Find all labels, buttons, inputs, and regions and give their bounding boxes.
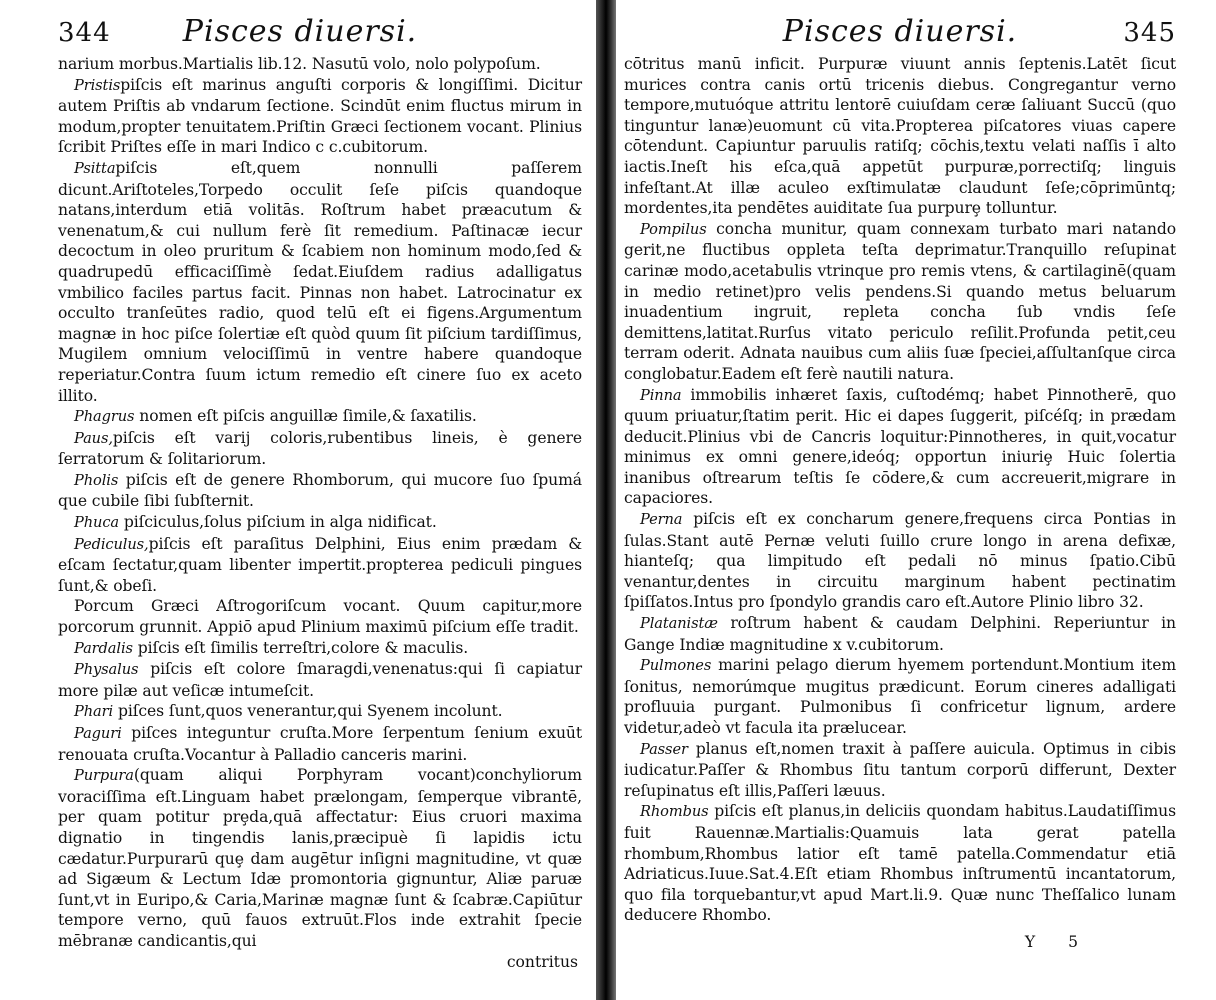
entry-text: piſciculus,ſolus piſcium in alga nidificat. — [123, 513, 437, 532]
entry-pinna — [624, 385, 1176, 510]
entry-pristis — [58, 75, 582, 158]
entry-lemma: Purpura — [74, 767, 134, 785]
page-number: 344 — [58, 18, 111, 48]
entry-physalus — [58, 659, 582, 701]
entry-lemma: Pediculus, — [74, 535, 149, 553]
running-head — [58, 14, 582, 54]
catchword: contritus — [506, 952, 578, 971]
entry-text: piſcis eſt de genere Rhomborum, qui mucore ſuo ſpumá que cubile ſibi ſubſternit. — [58, 470, 582, 511]
entry-rhombus — [624, 801, 1176, 926]
entry-text: narium morbus.Martialis lib.12. Nasutū volo, nolo polypoſum. — [58, 55, 541, 73]
entry-lemma: Physalus — [74, 661, 139, 679]
entry-lemma: Passer — [640, 740, 688, 758]
entry-platanistae — [624, 613, 1176, 655]
signature-mark: Y 5 — [1024, 932, 1092, 951]
entry-text: cōtritus manū inficit. Purpuræ viuunt annis ſeptenis.Latēt ſicut murices contra canis ortū tricenis diebus. Congregantur verno tempore,mutuóque attritu lentorē cuiuſdam ceræ ſaliuant Succū (quo tinguntur lanæ)euomunt cū vita.Propterea piſcatores viuas capere cōtendunt. Capiuntur paruulis ratiſq; cōchis,textu velati naſſis ī alto iactis.Ineſt his eſca,quā appetūt purpuræ,porrectiſq; linguis infeſtant.At illæ aculeo exſtimulatæ claudunt ſeſe;cōprimūntq; mordentes,ita pendētes auiditate ſua purpurȩ tolluntur. — [624, 55, 1176, 218]
entry-pholis — [58, 470, 582, 512]
entry-text: piſcis eſt ſimilis terreſtri,colore & maculis. — [137, 638, 469, 657]
entry-purpura — [58, 765, 582, 951]
running-title: Pisces diuersi. — [182, 14, 418, 49]
entry-pediculus — [58, 534, 582, 597]
entry-lemma: Pardalis — [74, 639, 133, 657]
entry-pardalis — [58, 638, 582, 660]
entry-pompilus — [624, 219, 1176, 385]
entry-text: concha munitur, quam connexam turbato mari natando gerit,ne fluctibus oppleta teſta deprimatur.Tranquillo reſupinat carinæ modo,acetabulis vtrinque pro remis vtens, & cartilaginē(quam in medio retinet)pro velis pendens.Si quando metus beluarum inuadentium ingruit, repleta concha ſub vndis ſeſe demittens,latitat.Rurſus vitato periculo reſilit.Profunda petit,ceu terram oderit. Adnata nauibus cum aliis ſuæ ſpeciei,aſſultanſque circa conglobatur.Eadem eſt ferè nautili natura. — [624, 219, 1176, 383]
entry-lemma: Pulmones — [640, 657, 712, 675]
entry-pulmones — [624, 655, 1176, 738]
entry-phagrus — [58, 406, 582, 428]
entry-text: piſcis eſt colore ſmaragdi,venenatus:qui ſi capiatur more pilæ aut veſicæ intumeſcit. — [58, 660, 583, 700]
entry-lemma: Pompilus — [640, 220, 707, 238]
entry-text: marini pelago dierum hyemem portendunt.Montium item ſonitus, nemorúmque mugitus prædicunt. Eorum cineres adalligati profluuia purgant. Pulmonibus ſi confricetur lignum, ardere videtur,adeò vt facula ita prælucear. — [624, 656, 1177, 737]
entry-text: piſces ſunt,quos venerantur,qui Syenem incolunt. — [117, 702, 503, 721]
entry-lemma: Paguri — [74, 725, 122, 742]
page-number: 345 — [1123, 18, 1176, 48]
entry-text: immobilis inhæret ſaxis, cuſtodémq; habet Pinnotherē, quo quum priuatur,ſtatim perit. Hic ei dapes ſuggerit, piſcéſq; in prædam deducit.Plinius vbi de Cancris loquitur:Pinnotheres, in quit,vocatur minimus ex omni genere,ideóq; opportun iniuriȩ Huic ſolertia inanibus oſtrearum teſtis ſe cōdere,& cum accreuerit,migrare in capaciores. — [624, 385, 1176, 508]
entry-lemma: Perna — [640, 511, 683, 529]
entry-text: roſtrum habent & caudam Delphini. Reperiuntur in Gange Indiæ magnitudine x v.cubitorum. — [624, 614, 1176, 654]
entry-lemma: Platanistæ — [640, 615, 718, 633]
entry-phuca — [58, 512, 582, 534]
entry-lemma: Phagrus — [74, 408, 135, 426]
entry-perna — [624, 509, 1176, 613]
entry-passer — [624, 739, 1176, 802]
entry-lemma: Rhombus — [640, 803, 709, 821]
entry-text: piſcis eſt marinus anguſti corporis & longiſſimi. Dicitur autem Priſtis ab vndarum ſectione. Scindūt enim fluctus mirum in modum,propter tenuitatem.Priſtin Græci ſectionem vocant. Plinius ſcribit Priſtes eſſe in mari Indico c c.cubitorum. — [58, 75, 582, 157]
right-page — [616, 0, 1216, 1000]
text-block — [624, 54, 1176, 953]
entry-lemma: Paus, — [74, 429, 113, 447]
entry-lemma: Pholis — [74, 471, 119, 489]
entry-continuation — [624, 54, 1176, 219]
book-gutter — [596, 0, 616, 1000]
entry-text: Porcum Græci Aſtrogoriſcum vocant. Quum capitur,more porcorum grunnit. Appiō apud Plinium maximū piſcium eſſe tradit. — [58, 597, 582, 637]
entry-text: piſcis eſt planus,in deliciis quondam habitus.Laudatiſſimus fuit Rauennæ.Martialis:Quamuis lata gerat patella rhombum,Rhombus latior eſt tamē patella.Commendatur etiā Adriaticus.Iuue.Sat.4.Eſt etiam Rhombus inſtrumentū incantatorum, quo fila torquebantur,vt apud Mart.li.9. Quæ nunc Theſſalico lunam deducere Rhombo. — [624, 802, 1176, 925]
entry-continuation — [58, 54, 582, 75]
entry-lemma: Phuca — [74, 514, 119, 532]
entry-text: piſcis eſt ex concharum genere,frequens circa Pontias in ſulas.Stant autē Pernæ veluti ſuillo crure longo in arena defixæ, hianteſq; qua limpitudo eſt pedali nō minus ſpatio.Cibū venantur,dentes in circuitu marginum habent pectinatim ſpiſſatos.Intus pro ſpondylo grandis caro eſt.Autore Plinio libro 32. — [624, 510, 1177, 612]
entry-text: piſcis eſt varij coloris,rubentibus lineis, è genere ſerratorum & ſolitariorum. — [58, 428, 582, 469]
entry-lemma: Psitta — [74, 159, 116, 177]
entry-text: piſcis eſt,quem nonnulli paſſerem dicunt.Ariſtoteles,Torpedo occulit ſeſe piſcis quandoque natans,interdum etiā volitās. Roſtrum habet præacutum & venenatum,& cui nullum ferè ſit remedium. Paſtinacæ iecur decoctum in oleo pruritum & ſcabiem non hominum modo,ſed & quadrupedū efficaciſſimè ſedat.Eiuſdem radius adalligatus vmbilico faciles partus facit. Pinnas non habet. Latrocinatur ex occulto tranſeūtes radio, quod telū eſt ei figens.Argumentum magnæ in hoc piſce ſolertiæ eſt quòd quum ſit piſcium tardiſſimus, Mugilem omnium velociſſimū in ventre habere quandoque reperiatur.Contra ſuum ictum remedio eſt cinere ſuo ex aceto illito. — [58, 158, 582, 405]
entry-paguri — [58, 723, 582, 765]
entry-text: piſces integuntur cruſta.More ſerpentum ſenium exuūt renouata cruſta.Vocantur à Palladio canceris marini. — [58, 724, 583, 764]
entry-lemma: Phari — [74, 703, 114, 721]
text-block — [58, 54, 582, 972]
entry-lemma: Pinna — [640, 386, 682, 404]
left-page — [0, 0, 596, 1000]
entry-paus — [58, 428, 582, 470]
entry-text: nomen eſt piſcis anguillæ ſimile,& ſaxatilis. — [139, 407, 477, 426]
entry-psitta — [58, 158, 582, 406]
entry-phari — [58, 701, 582, 723]
entry-lemma: Pristis — [74, 76, 121, 94]
running-head — [624, 14, 1176, 54]
entry-text: (quam aliqui Porphyram vocant)conchyliorum voraciſſima eſt.Linguam habet prælongam, ſemperque vibrantē, per quam potitur prȩda,quā affectatur: Eius cruori maxima dignatio in tingendis lanis,præcipuè ſi lapidis ictu cædatur.Purpurarū quȩ dam augētur inſigni magnitudine, vt quæ ad Sigæum & Lectum Idæ promontoria gignuntur, Aliæ paruæ ſunt,vt in Euripo,& Caria,Marinæ magnæ ſunt & ſcabræ.Capiūtur tempore verno, quū fauos extruūt.Flos inde extrahit ſpecie mēbranæ candicantis,qui — [58, 766, 582, 950]
entry-text: planus eſt,nomen traxit à paſſere auicula. Optimus in cibis iudicatur.Paſſer & Rhombus ſitu tantum corporū differunt, Dexter reſupinatus eſt illis,Paſſeri læuus. — [624, 739, 1176, 800]
entry-text: piſcis eſt paraſitus Delphini, Eius enim prædam & eſcam ſectatur,quam libenter impertit.propterea pediculi pingues ſunt,& obeſi. — [58, 534, 582, 595]
entry-porcum — [58, 596, 582, 637]
running-title: Pisces diuersi. — [782, 14, 1018, 49]
